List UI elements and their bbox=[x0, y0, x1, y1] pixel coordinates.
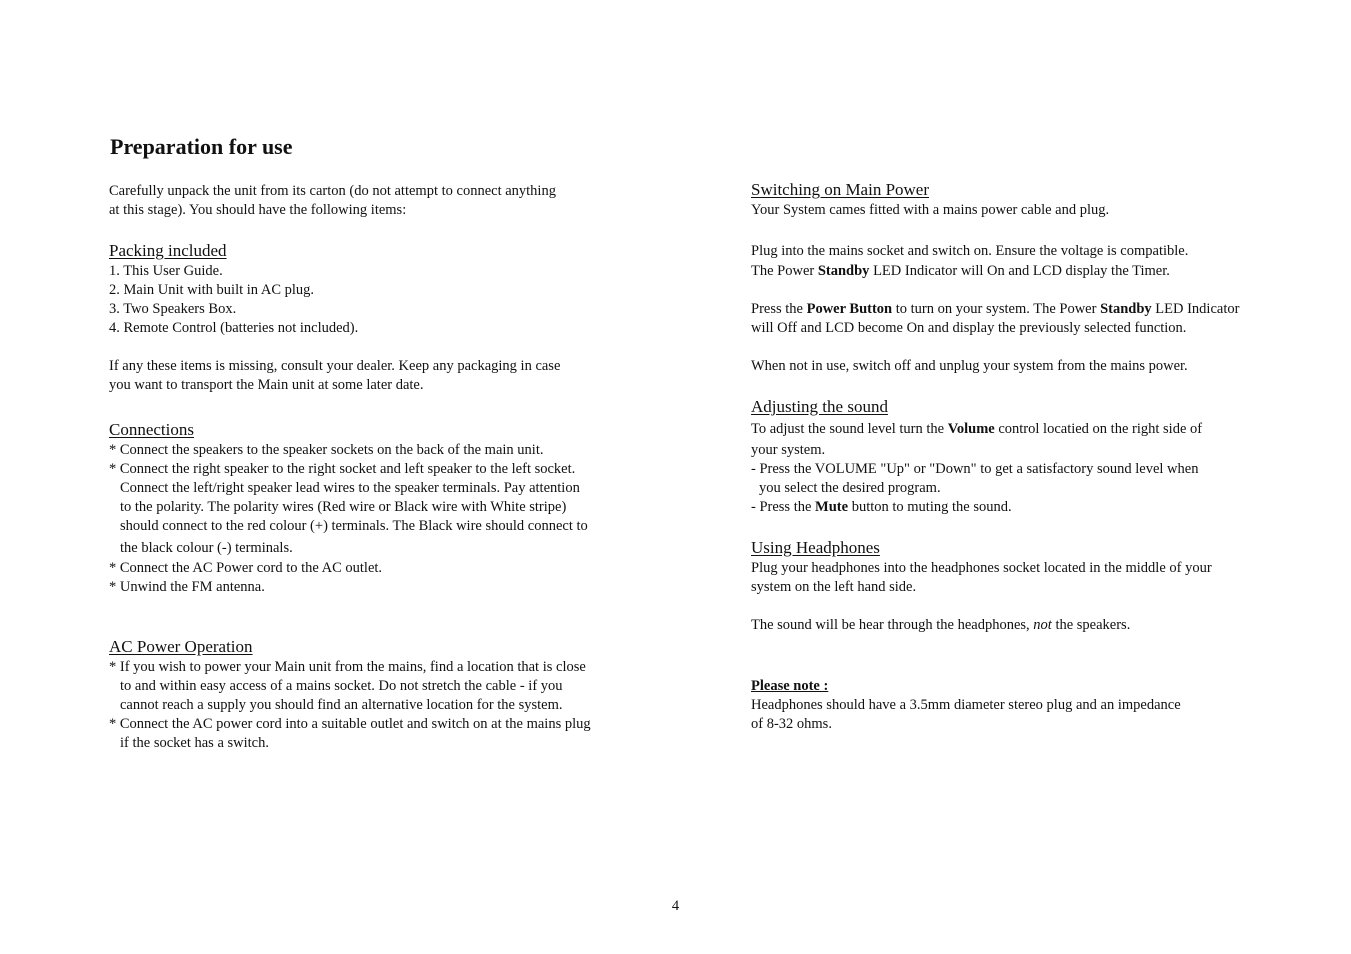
page-title: Preparation for use bbox=[110, 134, 293, 159]
note-line: of 8-32 ohms. bbox=[751, 716, 832, 732]
packing-item: 4. Remote Control (batteries not included). bbox=[109, 320, 359, 336]
connections-line: to the polarity. The polarity wires (Red wire or Black wire with White stripe) bbox=[120, 499, 567, 515]
adjusting-heading: Adjusting the sound bbox=[751, 397, 888, 416]
packing-note-line: If any these items is missing, consult your dealer. Keep any packaging in case bbox=[109, 358, 561, 374]
adjusting-line: you select the desired program. bbox=[759, 480, 941, 496]
connections-line: should connect to the red colour (+) terminals. The Black wire should connect to bbox=[120, 518, 588, 534]
switching-line: Your System cames fitted with a mains power cable and plug. bbox=[751, 202, 1110, 218]
text-span: The sound will be hear through the headphones, bbox=[751, 617, 1034, 633]
packing-note-line: you want to transport the Main unit at some later date. bbox=[109, 377, 424, 393]
text-span: LED Indicator will On and LCD display the Timer. bbox=[869, 263, 1170, 279]
text-span: To adjust the sound level turn the bbox=[751, 421, 948, 437]
headphones-heading: Using Headphones bbox=[751, 538, 880, 557]
adjusting-line: your system. bbox=[751, 442, 826, 458]
text-span: the speakers. bbox=[1051, 617, 1131, 633]
headphones-line: system on the left hand side. bbox=[751, 579, 917, 595]
emphasis-not: not bbox=[1033, 617, 1052, 633]
intro-line: Carefully unpack the unit from its carton (do not attempt to connect anything bbox=[109, 183, 556, 199]
text-span: button to muting the sound. bbox=[848, 499, 1012, 515]
power-button-term: Power Button bbox=[806, 301, 893, 317]
packing-item: 1. This User Guide. bbox=[109, 263, 223, 279]
adjusting-line bbox=[751, 420, 1202, 439]
connections-line: * Unwind the FM antenna. bbox=[109, 579, 265, 595]
ac-power-line: * Connect the AC power cord into a suitable outlet and switch on at the mains plug bbox=[109, 716, 591, 732]
connections-line: * Connect the right speaker to the right socket and left speaker to the left socket. bbox=[109, 461, 576, 477]
text-span: The Power bbox=[751, 263, 818, 279]
connections-line: * Connect the speakers to the speaker sockets on the back of the main unit. bbox=[109, 442, 544, 458]
text-span: control locatied on the right side of bbox=[994, 421, 1203, 437]
switching-line: Plug into the mains socket and switch on. Ensure the voltage is compatible. bbox=[751, 243, 1189, 259]
ac-power-heading: AC Power Operation bbox=[109, 637, 253, 656]
text-span: LED Indicator bbox=[1151, 301, 1240, 317]
please-note-label: Please note : bbox=[751, 678, 829, 694]
note-line: Headphones should have a 3.5mm diameter stereo plug and an impedance bbox=[751, 697, 1181, 713]
connections-line: the black colour (-) terminals. bbox=[120, 540, 293, 556]
packing-heading: Packing included bbox=[109, 241, 227, 260]
volume-term: Volume bbox=[947, 421, 995, 437]
ac-power-line: to and within easy access of a mains socket. Do not stretch the cable - if you bbox=[120, 678, 563, 694]
connections-line: Connect the left/right speaker lead wires to the speaker terminals. Pay attention bbox=[120, 480, 580, 496]
ac-power-line: cannot reach a supply you should find an alternative location for the system. bbox=[120, 697, 563, 713]
page-number: 4 bbox=[671, 898, 680, 914]
adjusting-line: - Press the VOLUME "Up" or "Down" to get a satisfactory sound level when bbox=[751, 461, 1199, 477]
adjusting-line bbox=[751, 498, 1012, 517]
switching-line bbox=[751, 300, 1239, 319]
switching-line: When not in use, switch off and unplug your system from the mains power. bbox=[751, 358, 1188, 374]
packing-item: 2. Main Unit with built in AC plug. bbox=[109, 282, 315, 298]
intro-line: at this stage). You should have the following items: bbox=[109, 202, 407, 218]
ac-power-line: * If you wish to power your Main unit from the mains, find a location that is close bbox=[109, 659, 586, 675]
mute-term: Mute bbox=[815, 499, 849, 515]
packing-item: 3. Two Speakers Box. bbox=[109, 301, 237, 317]
text-span: - Press the bbox=[751, 499, 816, 515]
connections-heading: Connections bbox=[109, 420, 194, 439]
connections-line: * Connect the AC Power cord to the AC outlet. bbox=[109, 560, 383, 576]
ac-power-line: if the socket has a switch. bbox=[120, 735, 269, 751]
switching-heading: Switching on Main Power bbox=[751, 180, 930, 199]
text-span: Press the bbox=[751, 301, 807, 317]
standby-term: Standby bbox=[1100, 301, 1152, 317]
text-span: to turn on your system. The Power bbox=[892, 301, 1101, 317]
standby-term: Standby bbox=[817, 263, 870, 279]
headphones-line: Plug your headphones into the headphones socket located in the middle of your bbox=[751, 560, 1212, 576]
switching-line bbox=[751, 262, 1170, 281]
switching-line: will Off and LCD become On and display the previously selected function. bbox=[751, 320, 1187, 336]
headphones-line bbox=[751, 616, 1130, 635]
